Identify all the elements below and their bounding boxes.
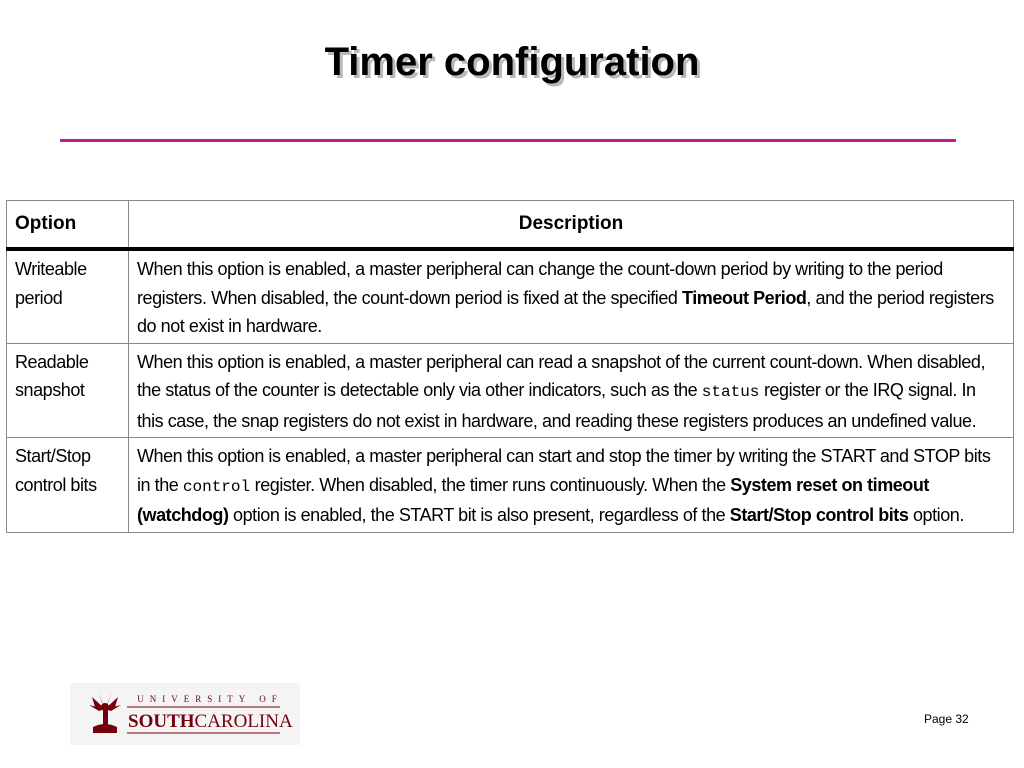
description-cell [129, 438, 1014, 533]
header-description: Description [129, 201, 1014, 250]
header-option: Option [7, 201, 129, 250]
logo-line-2b: CAROLINA [194, 711, 293, 732]
slide-title: Timer configuration [324, 40, 700, 84]
university-logo [70, 683, 300, 745]
page-number: Page 32 [924, 712, 969, 726]
palmetto-tree-icon [89, 692, 121, 733]
table-row [7, 343, 1014, 438]
title-divider [60, 139, 956, 142]
desc-text: register or the IRQ signal. In this case, the snap registers do not exist in hardware, and reading these registers produces an undefined value. [137, 380, 977, 431]
description-cell [129, 249, 1014, 343]
logo-line-2a: SOUTH [128, 711, 195, 732]
timer-options-table [6, 200, 1014, 533]
option-cell: Start/Stop control bits [7, 438, 129, 533]
desc-bold: Start/Stop control bits [729, 505, 909, 525]
desc-bold: Timeout Period [682, 287, 807, 308]
option-cell: Readable snapshot [7, 343, 129, 438]
svg-text:SOUTHCAROLINA [128, 711, 293, 732]
usc-logo-graphic [70, 683, 300, 745]
desc-bold: System reset on timeout (watchdog) [137, 474, 929, 525]
desc-code: status [701, 383, 760, 401]
desc-text: When this option is enabled, a master peripheral can change the count-down period by writing to the period registers. When disabled, the count-down period is fixed at the specified [137, 259, 943, 308]
description-cell [129, 343, 1014, 438]
desc-text: option is enabled, the START bit is also present, regardless of the [228, 505, 730, 525]
table-header-row [7, 201, 1014, 250]
desc-text: option. [908, 505, 964, 525]
desc-code: control [182, 477, 251, 496]
table-row [7, 438, 1014, 533]
desc-text: , and the period registers do not exist in hardware. [137, 287, 994, 336]
desc-text: When this option is enabled, a master peripheral can start and stop the timer by writing the START and STOP bits in the [137, 446, 991, 495]
logo-line-1: UNIVERSITY OF [137, 694, 283, 704]
table-row [7, 249, 1014, 343]
option-cell: Writeable period [7, 249, 129, 343]
desc-text: register. When disabled, the timer runs continuously. When the [250, 474, 731, 495]
desc-text: When this option is enabled, a master peripheral can read a snapshot of the current count-down. When disabled, the status of the counter is detectable only via other indicators, such as the [137, 351, 986, 400]
